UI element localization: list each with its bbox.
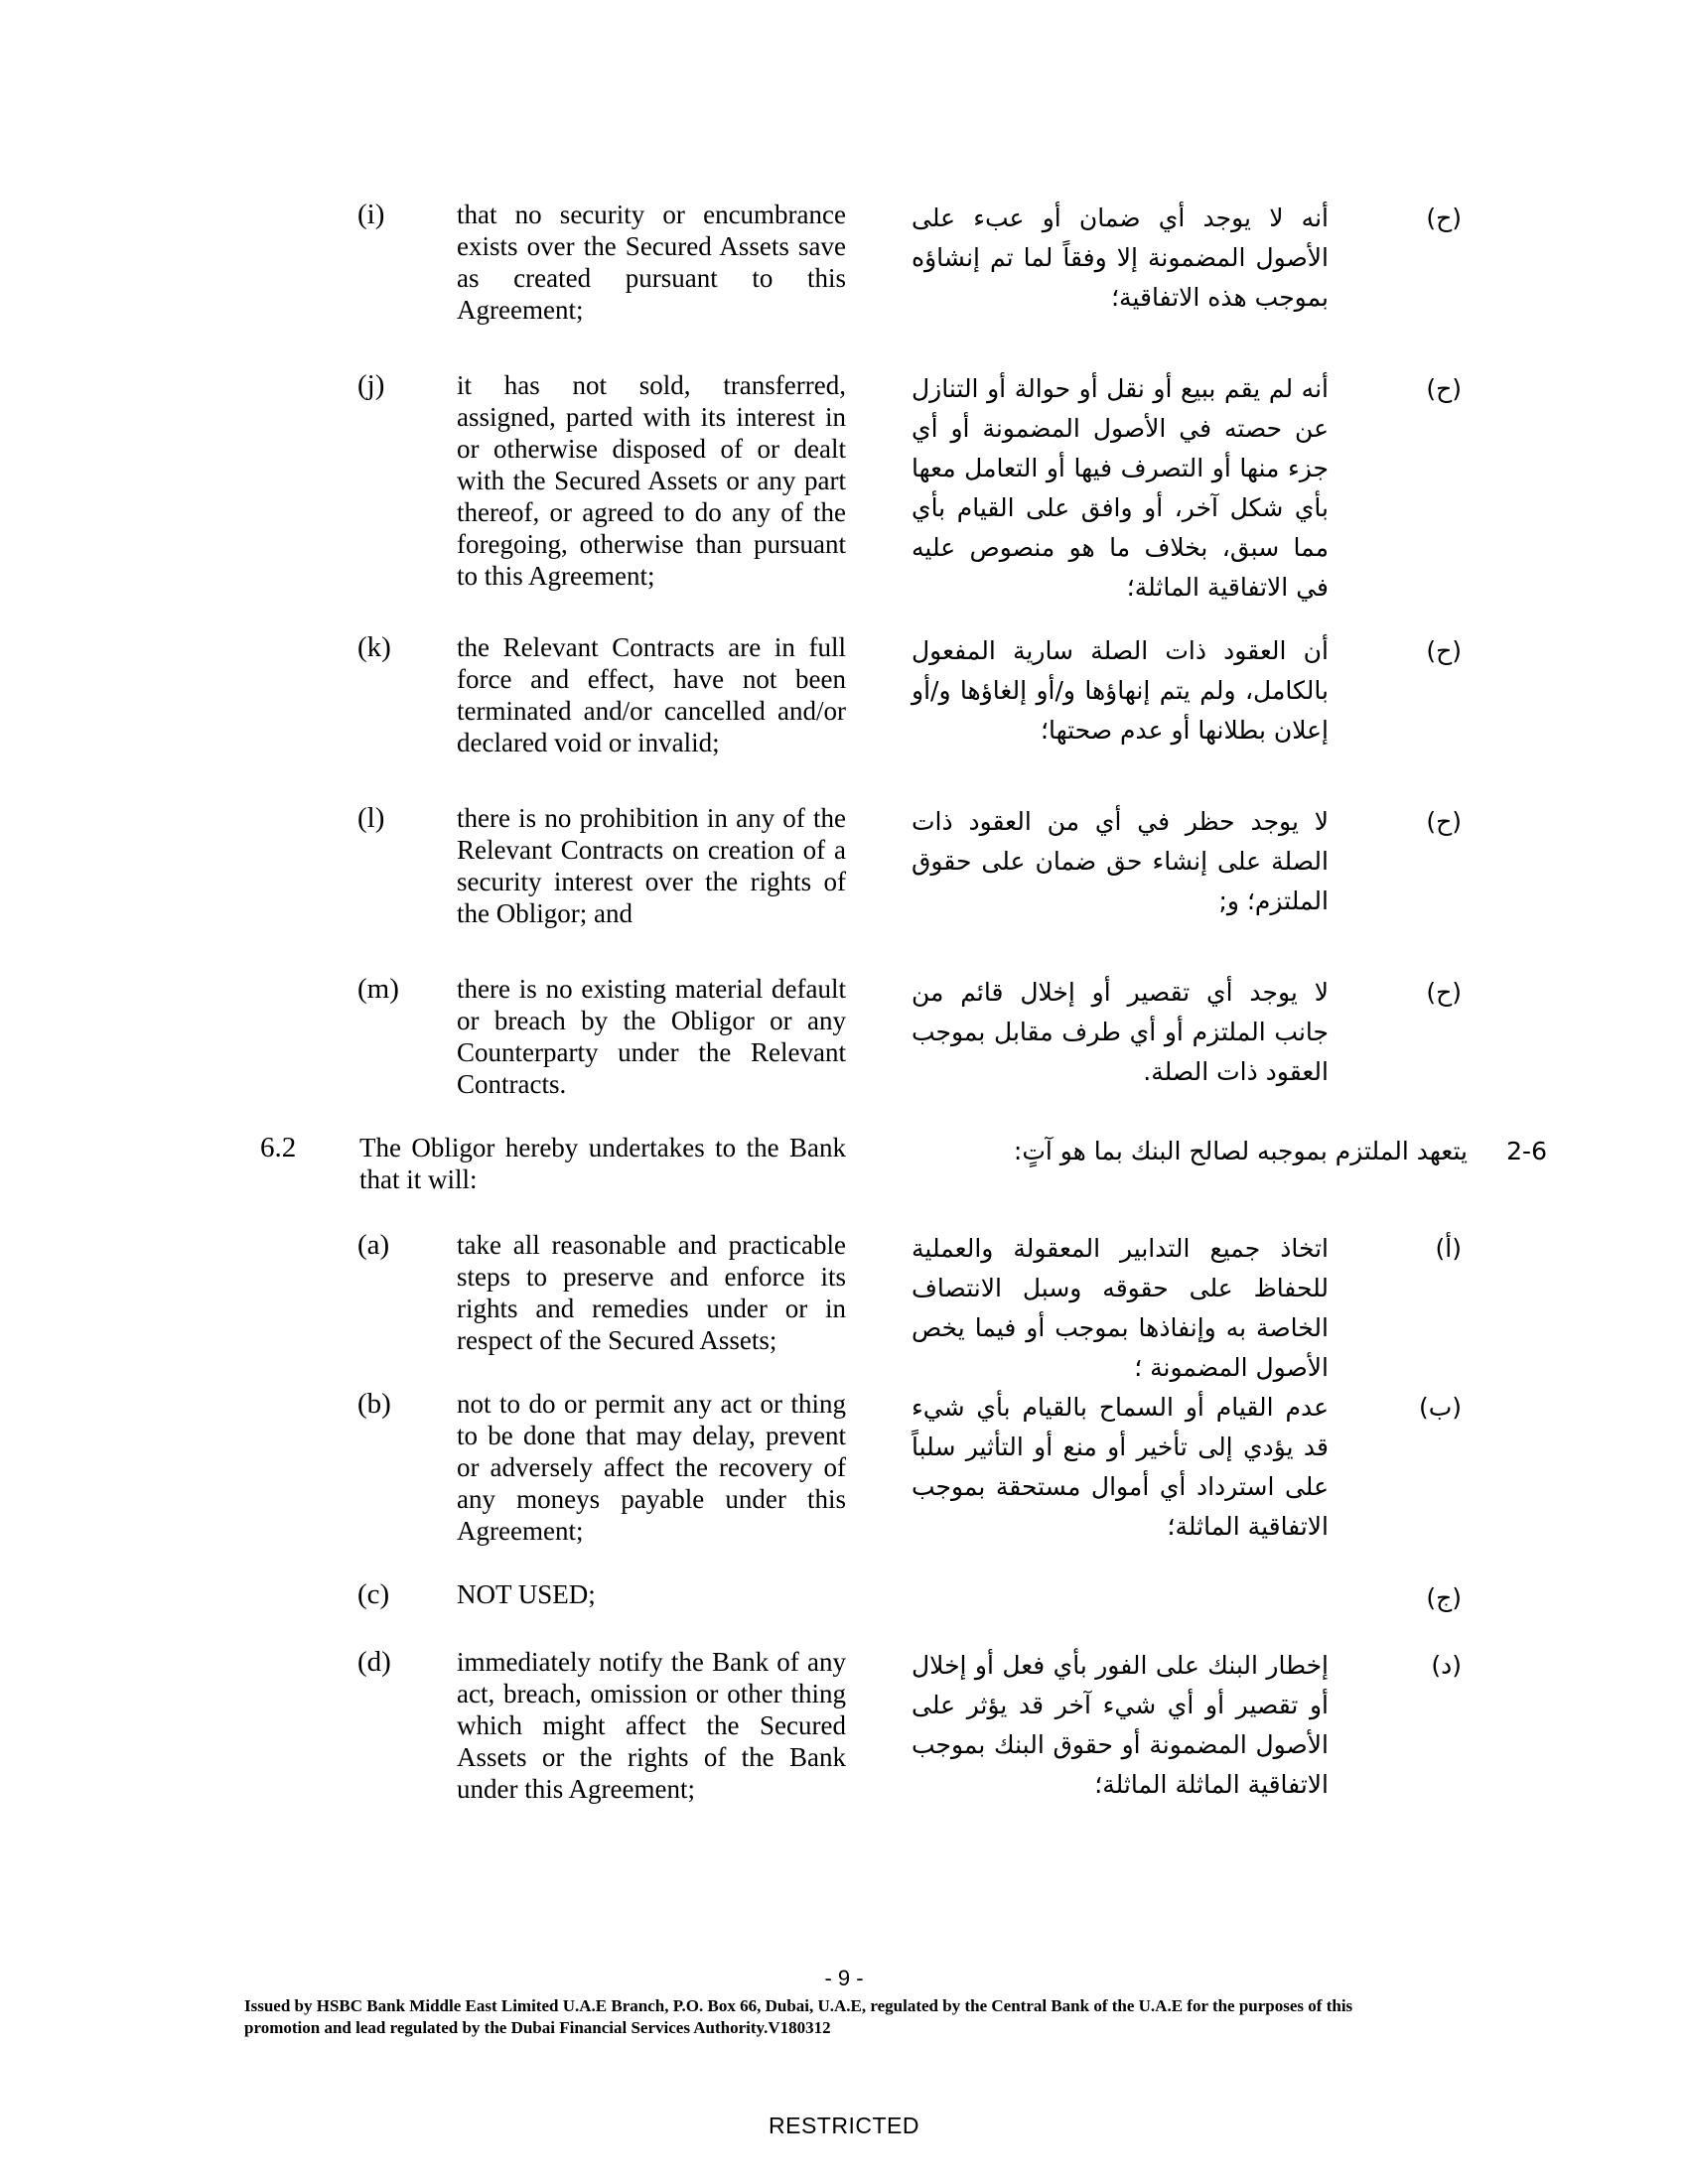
clause-label-ar: (ح)	[1426, 807, 1462, 836]
page-number: - 9 -	[824, 1966, 864, 1990]
undertaking-text-ar: إخطار البنك على الفور بأي فعل أو إخلال أو تقصير أو أي شيء آخر قد يؤثر على الأصول المضمونة أو حقوق البنك بموجب الاتفاقية الماثلة الماثلة؛	[912, 1651, 1329, 1799]
undertaking-text-ar: عدم القيام أو السماح بالقيام بأي شيء قد يؤدي إلى تأخير أو منع أو التأثير سلباً على استرداد أي أموال مستحقة بموجب الاتفاقية الماثلة؛	[912, 1393, 1329, 1541]
clause-label: (m)	[357, 973, 399, 1005]
undertaking-label: (c)	[357, 1578, 390, 1610]
section-number-ar: 2-6	[1506, 1137, 1547, 1165]
section-text-ar: يتعهد الملتزم بموجبه لصالح البنك بما هو آتٍ:	[1013, 1137, 1468, 1165]
clause-label-ar: (ح)	[1426, 204, 1462, 232]
issuer-disclaimer: Issued by HSBC Bank Middle East Limited U.A.E Branch, P.O. Box 66, Dubai, U.A.E, regulated by the Central Bank of the U.A.E for the purposes of this promotion and lead regulated by the Dubai Financial Services Authority.V180312	[244, 1996, 1353, 2037]
undertaking-label-ar: (ب)	[1418, 1393, 1462, 1422]
clause-label-ar: (ح)	[1426, 374, 1462, 403]
undertaking-label-ar: (د)	[1431, 1651, 1462, 1680]
clause-text-en: that no security or encumbrance exists over the Secured Assets save as created pursuant to this Agreement;	[457, 200, 846, 325]
undertaking-label-ar: (أ)	[1435, 1234, 1462, 1263]
clause-text-en: there is no existing material default or breach by the Obligor or any Counterparty under the Relevant Contracts.	[457, 974, 846, 1099]
clause-label: (k)	[357, 631, 391, 663]
clause-text-ar: لا يوجد حظر في أي من العقود ذات الصلة على إنشاء حق ضمان على حقوق الملتزم؛ و;	[912, 807, 1329, 915]
clause-text-ar: أن العقود ذات الصلة سارية المفعول بالكامل، ولم يتم إنهاؤها و/أو إلغاؤها و/أو إعلان بطلانها أو عدم صحتها؛	[912, 636, 1329, 745]
clause-label: (j)	[357, 369, 385, 401]
undertaking-text-en: not to do or permit any act or thing to be done that may delay, prevent or adversely affect the recovery of any moneys payable under this Agreement;	[457, 1389, 846, 1546]
undertaking-label: (a)	[357, 1229, 390, 1261]
undertaking-text-en: immediately notify the Bank of any act, breach, omission or other thing which might affect the Secured Assets or the rights of the Bank under this Agreement;	[457, 1647, 846, 1804]
clause-text-en: it has not sold, transferred, assigned, parted with its interest in or otherwise disposed of or dealt with the Secured Assets or any part thereof, or agreed to do any of the foregoing, otherwise than pursuant to this Agreement;	[457, 370, 846, 591]
clause-label: (l)	[357, 802, 385, 834]
classification-label: RESTRICTED	[769, 2113, 919, 2138]
undertaking-text-en: NOT USED;	[457, 1579, 596, 1609]
clause-text-ar: أنه لم يقم ببيع أو نقل أو حوالة أو التنازل عن حصته في الأصول المضمونة أو أي جزء منها أو التصرف فيها أو التعامل معها بأي شكل آخر، أو وافق على القيام بأي مما سبق، بخلاف ما هو منصوص عليه في الاتفاقية الماثلة؛	[912, 374, 1329, 602]
clause-text-en: the Relevant Contracts are in full force and effect, have not been terminated and/or cancelled and/or declared void or invalid;	[457, 632, 846, 757]
undertaking-text-ar: اتخاذ جميع التدابير المعقولة والعملية للحفاظ على حقوقه وسبل الانتصاف الخاصة به وإنفاذها بموجب أو فيما يخص الأصول المضمونة ؛	[912, 1234, 1329, 1382]
clause-label: (i)	[357, 199, 385, 230]
undertaking-label: (d)	[357, 1646, 391, 1678]
clause-label-ar: (ح)	[1426, 636, 1462, 665]
clause-text-ar: أنه لا يوجد أي ضمان أو عبء على الأصول المضمونة إلا وفقاً لما تم إنشاؤه بموجب هذه الاتفاقية؛	[912, 204, 1329, 312]
section-number: 6.2	[260, 1132, 297, 1163]
section-text-en: The Obligor hereby undertakes to the Bank that it will:	[359, 1133, 846, 1194]
clause-text-en: there is no prohibition in any of the Relevant Contracts on creation of a security interest over the rights of the Obligor; and	[457, 803, 846, 928]
clause-text-ar: لا يوجد أي تقصير أو إخلال قائم من جانب الملتزم أو أي طرف مقابل بموجب العقود ذات الصلة.	[912, 978, 1329, 1086]
clause-label-ar: (ح)	[1426, 978, 1462, 1007]
undertaking-label-ar: (ج)	[1426, 1583, 1462, 1612]
undertaking-text-en: take all reasonable and practicable steps to preserve and enforce its rights and remedies under or in respect of the Secured Assets;	[457, 1230, 846, 1355]
undertaking-label: (b)	[357, 1388, 391, 1420]
